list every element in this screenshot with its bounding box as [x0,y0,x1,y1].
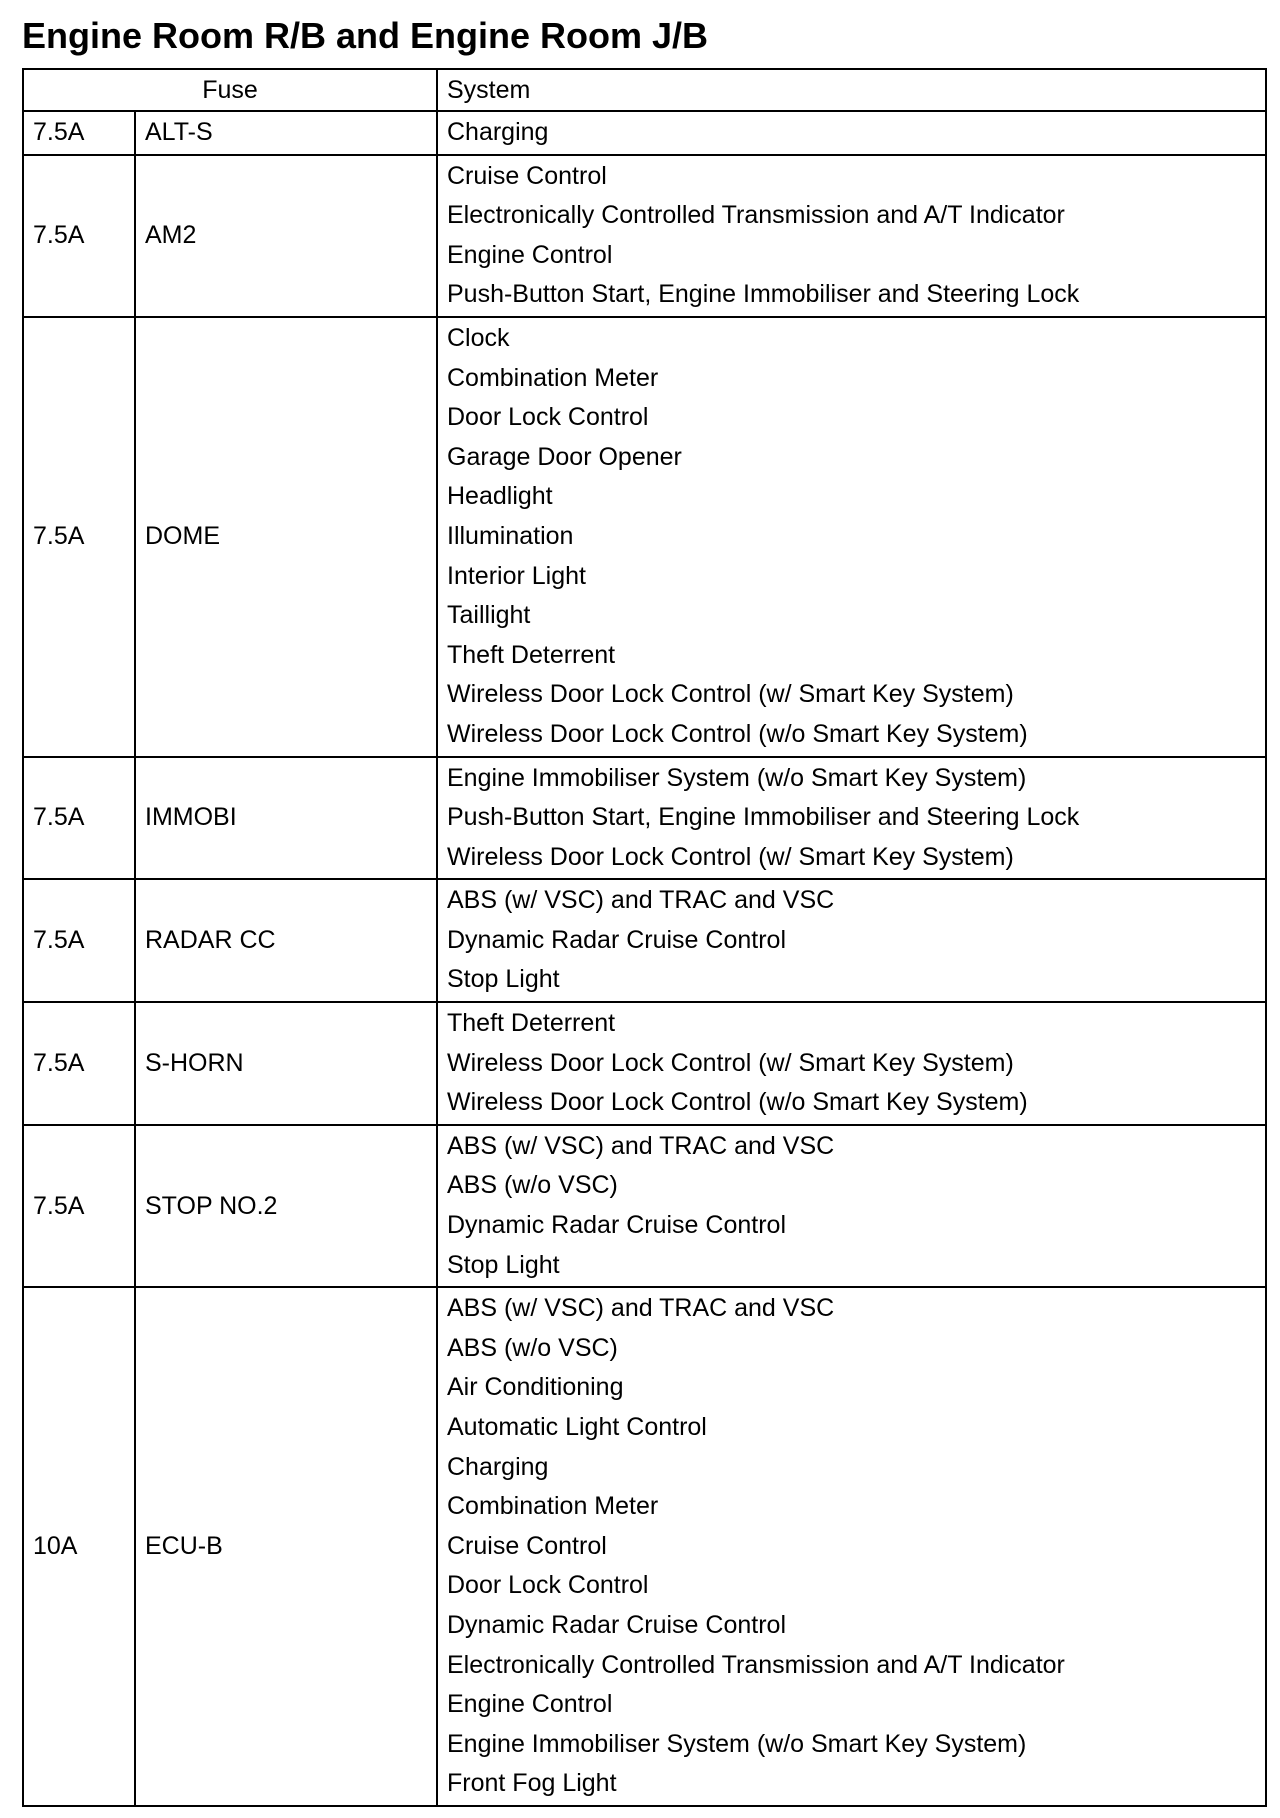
system-item: Automatic Light Control [447,1413,707,1441]
system-item: Wireless Door Lock Control (w/ Smart Key System) [447,680,1014,709]
table-row [23,1125,1266,1287]
fuse-table [22,68,1267,1807]
system-item: Clock [447,323,510,352]
fuse-systems [437,1125,1266,1287]
system-item: Door Lock Control [447,403,649,432]
fuse-systems [437,1287,1266,1806]
system-item: Illumination [447,521,574,550]
system-item: Engine Control [447,240,613,269]
system-item: ABS (w/ VSC) and TRAC and VSC [447,886,835,915]
system-item: Air Conditioning [447,1373,624,1402]
system-item: Garage Door Opener [447,442,682,471]
system-item: Stop Light [447,965,560,994]
fuse-amperage: 7.5A [23,111,135,155]
fuse-name: IMMOBI [135,757,437,880]
fuse-amperage: 7.5A [23,155,135,317]
system-item: Cruise Control [447,1531,607,1560]
fuse-name: STOP NO.2 [135,1125,437,1287]
system-item: Dynamic Radar Cruise Control [447,1610,787,1639]
fuse-systems [437,111,1266,155]
fuse-amperage: 7.5A [23,757,135,880]
system-item: Push-Button Start, Engine Immobiliser and Steering Lock [447,803,1080,832]
system-item: Wireless Door Lock Control (w/o Smart Key System) [447,1088,1028,1117]
fuse-systems [437,879,1266,1002]
fuse-systems [437,1002,1266,1125]
system-item: Combination Meter [447,1492,659,1521]
system-item: Engine Control [447,1690,613,1719]
system-item: Combination Meter [447,363,659,392]
system-item: Stop Light [447,1250,560,1279]
fuse-systems [437,317,1266,757]
system-item: Theft Deterrent [447,1009,616,1038]
fuse-systems [437,155,1266,317]
system-item: Front Fog Light [447,1769,617,1798]
system-item: Theft Deterrent [447,640,616,669]
system-column-header: System [437,69,1266,111]
fuse-table-body [23,69,1266,1806]
system-item: ABS (w/ VSC) and TRAC and VSC [447,1294,835,1323]
system-item: Electronically Controlled Transmission and A/T Indicator [447,201,1065,230]
fuse-name: AM2 [135,155,437,317]
system-item: Headlight [447,482,553,511]
system-item: ABS (w/o VSC) [447,1171,618,1200]
table-row [23,757,1266,880]
fuse-amperage: 7.5A [23,317,135,757]
table-row [23,879,1266,1002]
system-item: Dynamic Radar Cruise Control [447,925,787,954]
system-item: Dynamic Radar Cruise Control [447,1211,787,1240]
system-item: Charging [447,1452,549,1481]
fuse-name: ECU-B [135,1287,437,1806]
fuse-amperage: 7.5A [23,1002,135,1125]
fuse-systems [437,757,1266,880]
system-item: Push-Button Start, Engine Immobiliser and Steering Lock [447,280,1080,309]
fuse-name: ALT-S [135,111,437,155]
system-item: Interior Light [447,561,586,590]
page-title: Engine Room R/B and Engine Room J/B [22,15,709,56]
fuse-amperage: 10A [23,1287,135,1806]
table-row [23,1002,1266,1125]
system-item: Wireless Door Lock Control (w/o Smart Key System) [447,719,1028,748]
system-item: Wireless Door Lock Control (w/ Smart Key System) [447,1048,1014,1077]
system-item: Electronically Controlled Transmission and A/T Indicator [447,1650,1065,1679]
system-item: ABS (w/ VSC) and TRAC and VSC [447,1131,835,1160]
table-row [23,317,1266,757]
system-item: Engine Immobiliser System (w/o Smart Key System) [447,763,1027,792]
fuse-column-header: Fuse [23,69,437,111]
system-item: Cruise Control [447,161,607,190]
system-item: Taillight [447,601,531,630]
system-item: Wireless Door Lock Control (w/ Smart Key System) [447,842,1014,871]
table-row [23,111,1266,155]
system-item: Charging [447,118,549,146]
fuse-amperage: 7.5A [23,879,135,1002]
fuse-name: RADAR CC [135,879,437,1002]
fuse-name: S-HORN [135,1002,437,1125]
system-item: ABS (w/o VSC) [447,1333,618,1362]
table-row [23,155,1266,317]
table-header-row [23,69,1266,111]
system-item: Door Lock Control [447,1571,649,1600]
table-row [23,1287,1266,1806]
fuse-name: DOME [135,317,437,757]
system-item: Engine Immobiliser System (w/o Smart Key System) [447,1729,1027,1758]
fuse-amperage: 7.5A [23,1125,135,1287]
